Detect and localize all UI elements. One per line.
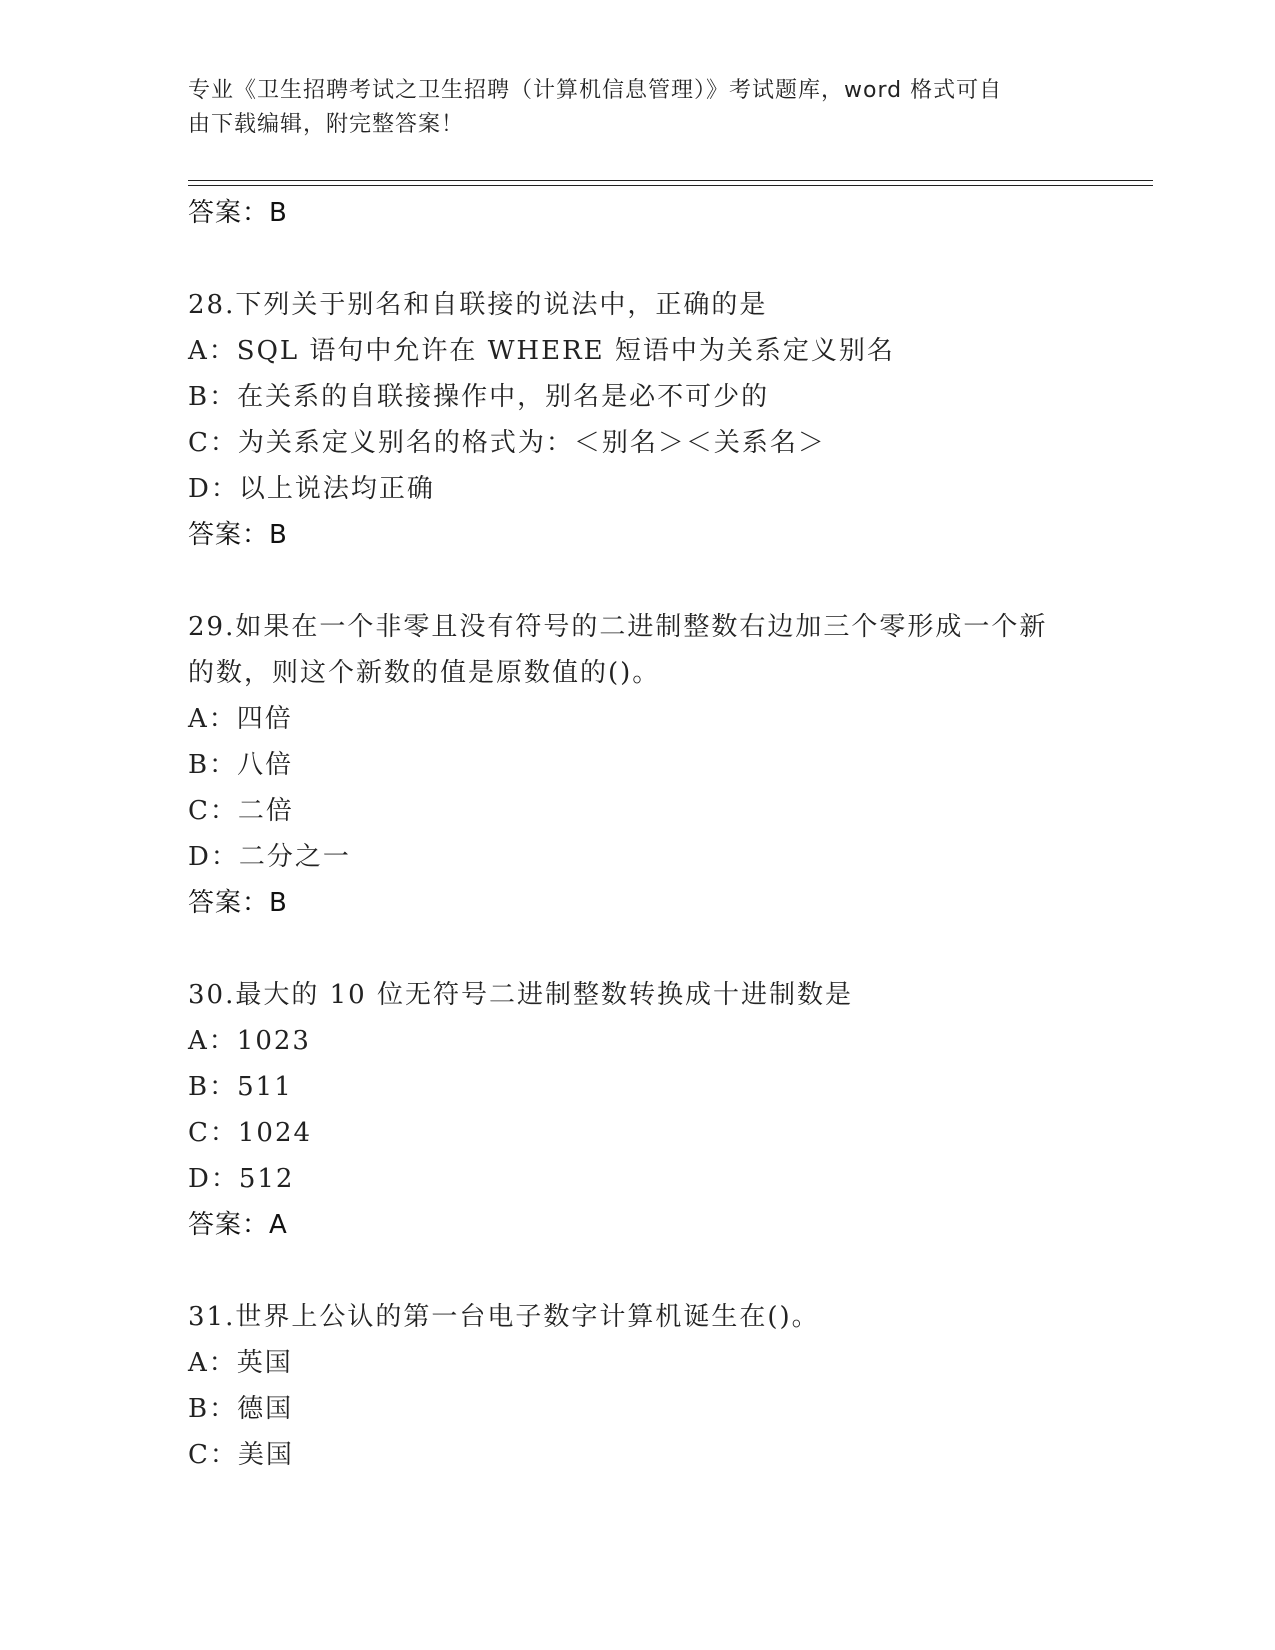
question-block (188, 972, 1088, 1248)
question-list (188, 190, 1088, 1478)
option-b: B：德国 (188, 1394, 294, 1424)
question-text: 31.世界上公认的第一台电子数字计算机诞生在()。 (188, 1302, 820, 1332)
header-divider-bottom (188, 185, 1153, 186)
question-text: 28.下列关于别名和自联接的说法中，正确的是 (188, 290, 768, 320)
question-text-continued: 的数，则这个新数的值是原数值的()。 (188, 658, 661, 688)
option-d: D：二分之一 (188, 842, 351, 872)
answer-label: 答案：B (188, 520, 288, 550)
answer-label: 答案：B (188, 888, 288, 918)
question-text: 30.最大的 10 位无符号二进制整数转换成十进制数是 (188, 980, 853, 1010)
option-a: A：英国 (188, 1348, 293, 1378)
option-c: C：二倍 (188, 796, 294, 826)
document-header (188, 74, 1088, 142)
option-d: D：512 (188, 1164, 295, 1194)
header-line-1: 专业《卫生招聘考试之卫生招聘（计算机信息管理）》考试题库，word 格式可自 (188, 78, 1003, 103)
question-block (188, 1294, 1088, 1478)
option-b: B：在关系的自联接操作中，别名是必不可少的 (188, 382, 770, 412)
option-c: C：1024 (188, 1118, 313, 1148)
question-text: 29.如果在一个非零且没有符号的二进制整数右边加三个零形成一个新 (188, 612, 1048, 642)
header-line-2: 由下载编辑，附完整答案！ (188, 112, 465, 137)
answer-label: 答案：A (188, 1210, 288, 1240)
option-c: C：美国 (188, 1440, 294, 1470)
option-a: A：四倍 (188, 704, 293, 734)
option-b: B：511 (188, 1072, 293, 1102)
option-b: B：八倍 (188, 750, 294, 780)
question-block (188, 604, 1088, 926)
question-block (188, 282, 1088, 558)
option-d: D：以上说法均正确 (188, 474, 435, 504)
header-divider-top (188, 180, 1153, 181)
option-a: A：SQL 语句中允许在 WHERE 短语中为关系定义别名 (188, 336, 895, 366)
option-a: A：1023 (188, 1026, 311, 1056)
option-c: C：为关系定义别名的格式为：＜别名＞＜关系名＞ (188, 428, 826, 458)
previous-answer: 答案：B (188, 198, 288, 228)
